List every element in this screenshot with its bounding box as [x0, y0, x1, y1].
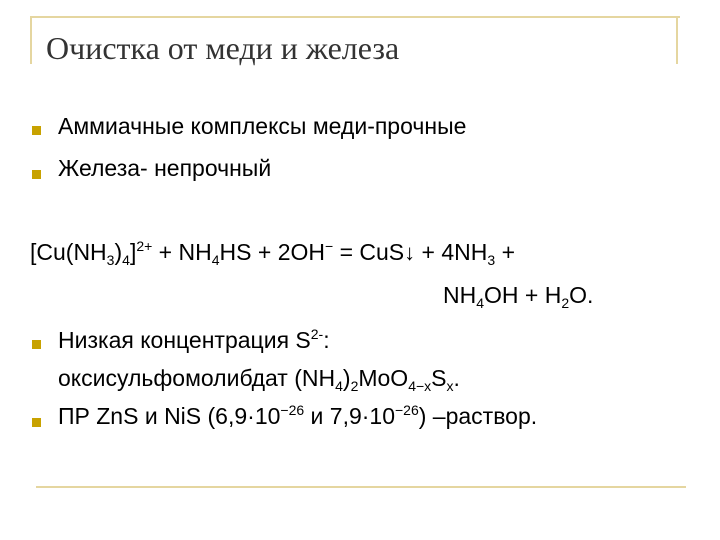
- frame-bottom-rule: [36, 486, 686, 488]
- bullet-square-icon: [32, 340, 41, 349]
- bullet-text-1: Аммиачные комплексы меди-прочные: [58, 113, 467, 139]
- bullet-square-icon: [32, 418, 41, 427]
- bullet-text-2: Железа- непрочный: [58, 155, 272, 181]
- bullet-text-4: ПР ZnS и NiS ($6,9\cdot 10^{-26}$ и $7,9\cdot 10^{-26}$) –раствор.: [58, 402, 538, 429]
- bullet-text-3-line-1: Низкая концентрация $S^{2-}$:: [58, 326, 330, 353]
- frame-left-rule: [30, 16, 32, 64]
- equation-line-2: $NH_4OH + H_2O$.: [443, 282, 594, 311]
- bullet-square-icon: [32, 126, 41, 135]
- bullet-square-icon: [32, 170, 41, 179]
- equation-line-1: $[Cu(NH_3)_4]^{2+} + NH_4HS + 2OH^-$ = CuS↓ + $4NH_3$ +: [30, 238, 516, 268]
- down-arrow-icon: ↓: [404, 240, 416, 265]
- slide-title: Очистка от меди и железа: [46, 30, 400, 66]
- bullet-text-3-line-2: оксисульфомолибдат $(NH_4)_2MoO_{4-x}S_x$.: [58, 365, 460, 394]
- frame-top-rule: [30, 16, 680, 18]
- frame-right-rule: [676, 16, 678, 64]
